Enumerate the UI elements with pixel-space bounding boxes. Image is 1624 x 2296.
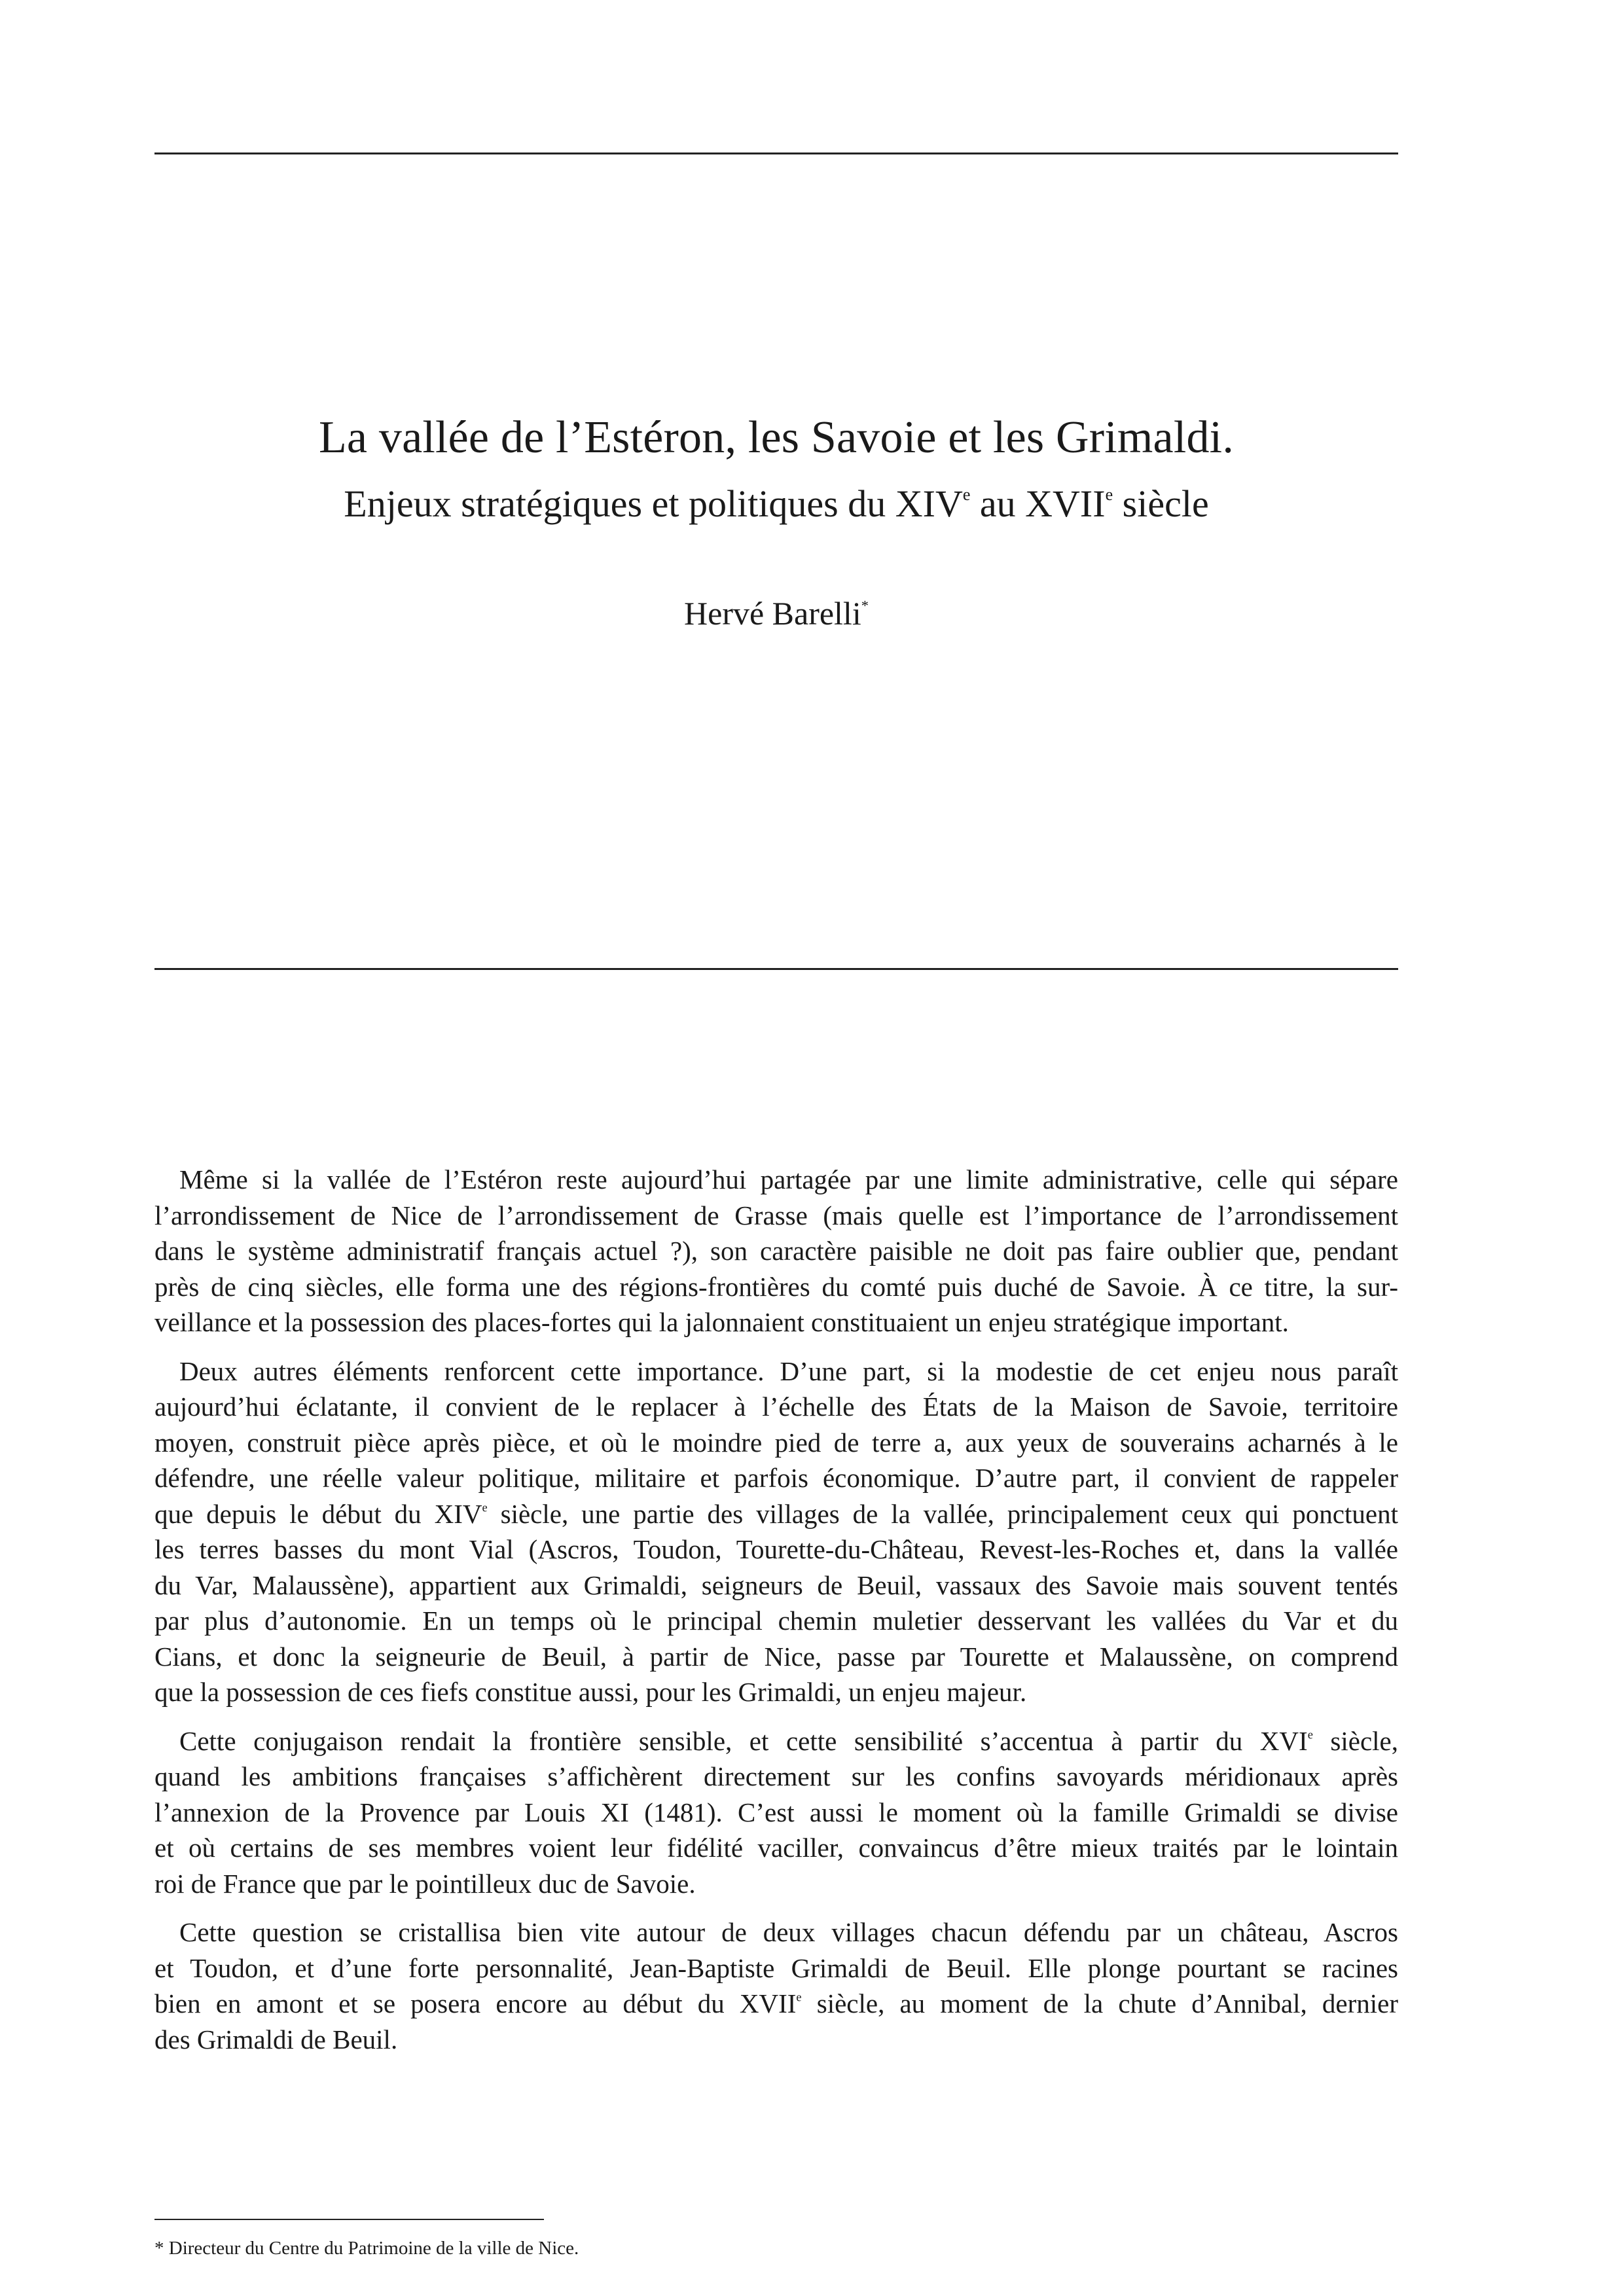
text-line: quand les ambitions françaises s’affichèrent directement sur les confins savoyards méridionaux après [154, 1761, 1398, 1791]
text-line: l’annexion de la Provence par Louis XI (1481). C’est aussi le moment où la famille Grimaldi se divise [154, 1797, 1398, 1827]
text-line: dans le système administratif français actuel ?), son caractère paisible ne doit pas faire oublier que, pendant [154, 1236, 1398, 1266]
text-line: défendre, une réelle valeur politique, militaire et parfois économique. D’autre part, il convient de rappeler [154, 1463, 1398, 1493]
text-line [154, 1723, 1398, 1759]
footnote-rule [154, 2219, 544, 2220]
text-line-part: siècle, au moment de la chute d’Annibal, dernier [801, 1988, 1398, 2018]
text-line: près de cinq siècles, elle forma une des régions-frontières du comté puis duché de Savoie. À ce titre, la sur- [154, 1271, 1398, 1302]
text-line-part: siècle, une partie des villages de la vallée, principalement ceux qui ponctuent [487, 1498, 1398, 1529]
text-line: Cette question se cristallisa bien vite autour de deux villages chacun défendu par un château, Ascros [179, 1917, 1398, 1947]
superscript: e [796, 1990, 802, 2004]
author-footnote-mark: * [861, 597, 869, 614]
text-line: roi de France que par le pointilleux duc de Savoie. [154, 1868, 696, 1899]
section-rule [154, 968, 1398, 970]
text-line: que la possession de ces fiefs constitue aussi, pour les Grimaldi, un enjeu majeur. [154, 1677, 1027, 1707]
paragraph-4 [154, 1914, 1398, 2057]
text-line [154, 1496, 1398, 1532]
paragraph-3 [154, 1723, 1398, 1902]
subtitle-part-c: siècle [1113, 482, 1209, 525]
subtitle-part-a: Enjeux stratégiques et politiques du XIV [344, 482, 963, 525]
text-line: du Var, Malaussène), appartient aux Grimaldi, seigneurs de Beuil, vassaux des Savoie mais souvent tentés [154, 1570, 1398, 1600]
superscript: e [1307, 1727, 1313, 1741]
text-line: des Grimaldi de Beuil. [154, 2024, 398, 2054]
text-line: Même si la vallée de l’Estéron reste aujourd’hui partagée par une limite administrative, celle qui sépare [179, 1164, 1398, 1194]
text-line: aujourd’hui éclatante, il convient de le replacer à l’échelle des États de la Maison de Savoie, territoire [154, 1391, 1398, 1422]
text-line: Deux autres éléments renforcent cette importance. D’une part, si la modestie de cet enjeu nous paraît [179, 1355, 1398, 1386]
article-body [154, 1162, 1398, 2070]
footnote: * Directeur du Centre du Patrimoine de la ville de Nice. [154, 2238, 579, 2259]
author-text: Hervé Barelli [684, 595, 861, 632]
text-line: moyen, construit pièce après pièce, et où le moindre pied de terre a, aux yeux de souverains acharnés à le [154, 1427, 1398, 1458]
text-line [154, 1986, 1398, 2022]
text-line: et Toudon, et d’une forte personnalité, Jean-Baptiste Grimaldi de Beuil. Elle plonge pourtant se racines [154, 1952, 1398, 1983]
subtitle-superscript-1: e [962, 485, 971, 505]
subtitle-part-b: au XVII [970, 482, 1106, 525]
text-line: Cians, et donc la seigneurie de Beuil, à partir de Nice, passe par Tourette et Malaussène, on comprend [154, 1641, 1398, 1672]
text-line: veillance et la possession des places-fortes qui la jalonnaient constituaient un enjeu stratégique important. [154, 1307, 1289, 1337]
text-line: l’arrondissement de Nice de l’arrondissement de Grasse (mais quelle est l’importance de l’arrondissement [154, 1200, 1398, 1230]
text-line-part: siècle, [1312, 1725, 1398, 1756]
top-rule [154, 152, 1398, 154]
text-line-part: bien en amont et se posera encore au début du XVII [154, 1988, 797, 2018]
text-line-part: Cette conjugaison rendait la frontière sensible, et cette sensibilité s’accentua à partir du XVI [179, 1725, 1308, 1756]
text-line: par plus d’autonomie. En un temps où le principal chemin muletier desservant les vallées du Var et du [154, 1605, 1398, 1636]
paragraph-1 [154, 1162, 1398, 1340]
text-line: et où certains de ses membres voient leur fidélité vaciller, convaincus d’être mieux traités par le lointain [154, 1833, 1398, 1863]
text-line-part: que depuis le début du XIV [154, 1498, 482, 1529]
author-name [154, 596, 1398, 632]
paragraph-2 [154, 1354, 1398, 1710]
text-line: les terres basses du mont Vial (Ascros, Toudon, Tourette-du-Château, Revest-les-Roches et, dans la vallée [154, 1534, 1398, 1564]
article-subtitle [154, 483, 1398, 525]
subtitle-superscript-2: e [1105, 485, 1113, 505]
superscript: e [482, 1500, 488, 1514]
article-title: La vallée de l’Estéron, les Savoie et les Grimaldi. [318, 412, 1235, 463]
